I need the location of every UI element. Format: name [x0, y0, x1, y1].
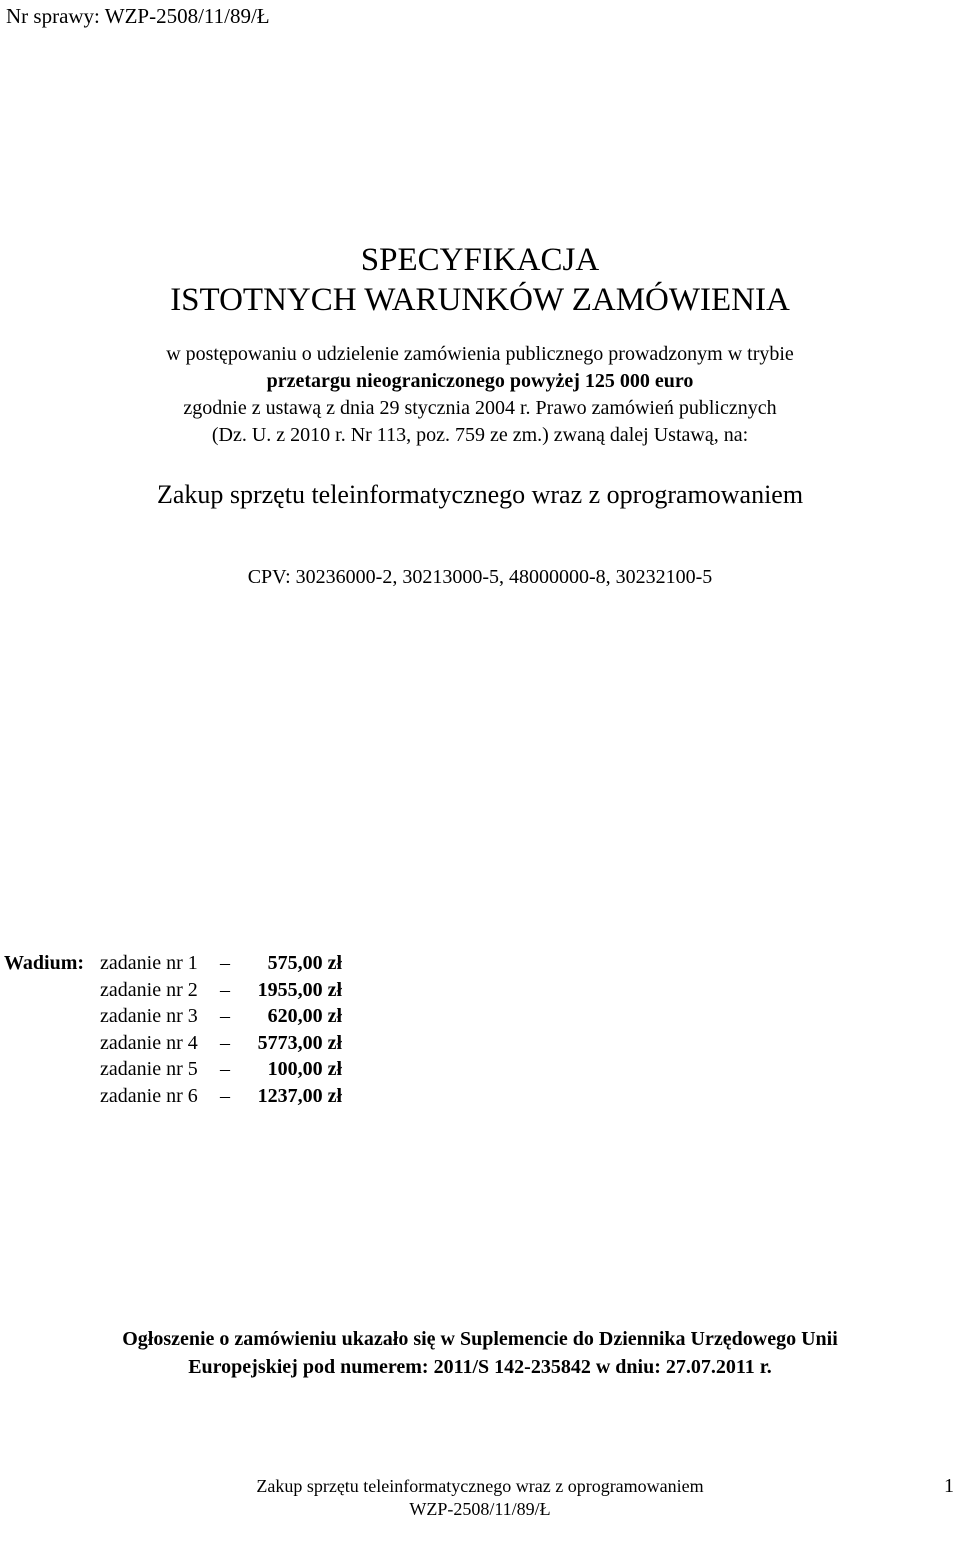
intro-line-1: w postępowaniu o udzielenie zamówienia publicznego prowadzonym w trybie — [166, 343, 794, 365]
wadium-row — [4, 950, 342, 977]
wadium-list — [4, 950, 342, 1110]
wadium-amount: 1955,00 zł — [257, 978, 342, 1001]
publication-notice — [0, 1325, 960, 1381]
page-number: 1 — [944, 1475, 954, 1497]
document-title — [0, 240, 960, 320]
wadium-task: zadanie nr 2 — [100, 978, 198, 1001]
wadium-label: Wadium: — [4, 952, 85, 974]
intro-line-4: (Dz. U. z 2010 r. Nr 113, poz. 759 ze zm.) zwaną dalej Ustawą, na: — [211, 424, 749, 446]
case-number: Nr sprawy: WZP-2508/11/89/Ł — [6, 4, 270, 28]
wadium-task: zadanie nr 5 — [100, 1058, 198, 1081]
wadium-dash: – — [220, 1031, 230, 1054]
footer-title: Zakup sprzętu teleinformatycznego wraz z oprogramowaniem — [256, 1476, 704, 1496]
wadium-dash: – — [220, 978, 230, 1001]
wadium-amount: 5773,00 zł — [257, 1031, 342, 1054]
intro-paragraph — [0, 341, 960, 449]
wadium-amount: 575,00 zł — [267, 952, 342, 974]
wadium-task: zadanie nr 3 — [100, 1005, 198, 1028]
wadium-row — [4, 1003, 342, 1030]
wadium-amount: 620,00 zł — [267, 1005, 342, 1028]
wadium-task: zadanie nr 1 — [100, 952, 198, 974]
title-line-2: ISTOTNYCH WARUNKÓW ZAMÓWIENIA — [170, 282, 790, 318]
wadium-row — [4, 1030, 342, 1057]
wadium-row — [4, 977, 342, 1004]
wadium-row — [4, 1056, 342, 1083]
intro-line-2: przetargu nieograniczonego powyżej 125 000 euro — [266, 370, 694, 392]
notice-line-1: Ogłoszenie o zamówieniu ukazało się w Suplemencie do Dziennika Urzędowego Unii — [122, 1328, 838, 1350]
wadium-amount: 100,00 zł — [267, 1058, 342, 1081]
wadium-dash: – — [220, 1005, 230, 1028]
wadium-task: zadanie nr 4 — [100, 1031, 198, 1054]
wadium-dash: – — [220, 1084, 230, 1107]
wadium-amount: 1237,00 zł — [257, 1084, 342, 1107]
title-line-1: SPECYFIKACJA — [360, 242, 600, 278]
intro-line-3: zgodnie z ustawą z dnia 29 stycznia 2004 r. Prawo zamówień publicznych — [183, 397, 777, 419]
wadium-row — [4, 1083, 342, 1110]
notice-line-2: Europejskiej pod numerem: 2011/S 142-235842 w dniu: 27.07.2011 r. — [188, 1356, 772, 1378]
procurement-subject: Zakup sprzętu teleinformatycznego wraz z oprogramowaniem — [156, 480, 804, 509]
wadium-dash: – — [220, 952, 230, 974]
page-footer — [0, 1475, 960, 1521]
footer-case-number: WZP-2508/11/89/Ł — [409, 1499, 551, 1519]
wadium-task: zadanie nr 6 — [100, 1084, 198, 1107]
cpv-codes: CPV: 30236000-2, 30213000-5, 48000000-8, 30232100-5 — [247, 566, 713, 588]
wadium-dash: – — [220, 1058, 230, 1081]
